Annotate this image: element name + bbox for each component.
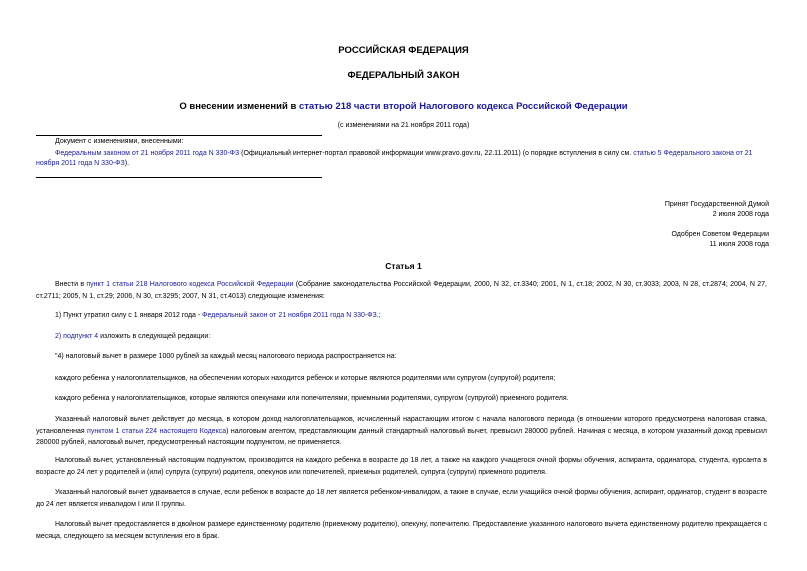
- revision-note: (с изменениями на 21 ноября 2011 года): [337, 122, 470, 129]
- changes-text: [36, 147, 771, 169]
- law-title-link[interactable]: статью 218 части второй Налогового кодекса Российской Федерации: [298, 101, 628, 112]
- changes-text-1: (Официальный интернет-портал правовой информации www.pravo.gov.ru, 22.11.2011) (о порядке вступления в силу см.: [239, 150, 634, 157]
- paragraph-10: Налоговый вычет предоставляется в двойном размере единственному родителю (приемному родителю), опекуну, попечителю. Предоставление указанного налогового вычета единственному родителю прекращается с месяца, следующего за месяцем вступления его в брак.: [36, 521, 767, 540]
- paragraph-1-text-b: (Собрание законодательства Российской Федерации, 2000, N 32, ст.3340; 2001, N 1, ст.18; 2002, N 30, ст.3033; 2003, N 28, ст.2874; 2004, N 27, ст.2711; 2005, N 1, ст.29; 2006, N 30, ст.3295; 2007, N 31, ст.4013) следующие изменения:: [36, 281, 767, 300]
- paragraph-7-text-b: ) налоговым агентом, представляющим данный стандартный налоговый вычет, превысил 280000 рублей. Начиная с месяца, в котором указанный доход превысил 280000 рублей, налоговый вычет, предусмотренный настоящим подпунктом, не применяется.: [36, 427, 767, 446]
- paragraph-2-link[interactable]: Федеральный закон от 21 ноября 2011 года N 330-ФЗ.: [202, 312, 379, 319]
- paragraph-9: Указанный налоговый вычет удваивается в случае, если ребенок в возрасте до 18 лет является ребенком-инвалидом, а также в случае, если учащийся очной формы обучения, аспирант, ординатор, студент в возрасте до 24 лет является инвалидом I или II группы.: [36, 489, 767, 508]
- paragraph-4: "4) налоговый вычет в размере 1000 рублей за каждый месяц налогового периода распространяется на:: [55, 353, 397, 360]
- amending-law-link[interactable]: Федеральным законом от 21 ноября 2011 года N 330-ФЗ: [55, 150, 240, 157]
- paragraph-3: [36, 331, 767, 343]
- paragraph-2-text-b: ;: [378, 312, 381, 319]
- paragraph-1: [36, 279, 767, 302]
- law-title-prefix: О внесении изменений в: [179, 101, 299, 112]
- paragraph-7-text-a: Указанный налоговый вычет действует до месяца, в котором доход налогоплательщиков, исчисленный нарастающим итогом с начала налогового периода (в отношении которого предусмотрена налоговая ставка, установленная: [36, 416, 767, 435]
- paragraph-1-link[interactable]: пункт 1 статьи 218 Налогового кодекса Российской Федерации: [86, 281, 294, 288]
- law-title: [0, 101, 807, 112]
- paragraph-3-link[interactable]: 2) подпункт 4: [55, 333, 99, 340]
- council-date: 11 июля 2008 года: [709, 241, 769, 248]
- paragraph-8: Налоговый вычет, установленный настоящим подпунктом, производится на каждого ребенка в возрасте до 18 лет, а также на каждого учащегося очной формы обучения, аспиранта, ординатора, студента, курсанта в возрасте до 24 лет у родителей и (или) супруга (супруги) родителя, опекунов или попечителей, приемных родителей, супруга (супруги) приемного родителя.: [36, 457, 767, 476]
- paragraph-6: каждого ребенка у налогоплательщиков, которые являются опекунами или попечителями, приемными родителями, супругом (супругой) приемного родителя.: [55, 395, 569, 402]
- entry-into-force-link[interactable]: статью 5 Федерального закона от 21 ноября 2011 года N 330-ФЗ: [36, 150, 753, 167]
- country-heading: РОССИЙСКАЯ ФЕДЕРАЦИЯ: [338, 45, 469, 56]
- paragraph-3-text: изложить в следующей редакции:: [98, 333, 211, 340]
- paragraph-2: [36, 310, 767, 322]
- duma-label: Принят Государственной Думой: [664, 201, 769, 208]
- changes-block: [36, 137, 771, 169]
- divider-top: [36, 135, 322, 136]
- duma-date: 2 июля 2008 года: [712, 211, 769, 218]
- paragraph-7-link[interactable]: пунктом 1 статьи 224 настоящего Кодекса: [87, 427, 227, 435]
- divider-bottom: [36, 177, 322, 178]
- law-type-heading: ФЕДЕРАЛЬНЫЙ ЗАКОН: [347, 70, 460, 81]
- article-heading: Статья 1: [385, 261, 422, 271]
- paragraph-1-text-a: Внести в: [55, 281, 87, 288]
- paragraph-5: каждого ребенка у налогоплательщиков, на обеспечении которых находится ребенок и которые являются родителями или супругом (супругой) родителя;: [55, 375, 556, 382]
- changes-text-2: ).: [124, 160, 130, 167]
- council-label: Одобрен Советом Федерации: [671, 231, 769, 238]
- paragraph-2-text-a: 1) Пункт утратил силу с 1 января 2012 года -: [55, 312, 203, 319]
- paragraph-7: [36, 414, 767, 449]
- council-approval: [671, 230, 769, 250]
- changes-label: Документ с изменениями, внесенными:: [55, 138, 184, 145]
- duma-adoption: [665, 200, 769, 220]
